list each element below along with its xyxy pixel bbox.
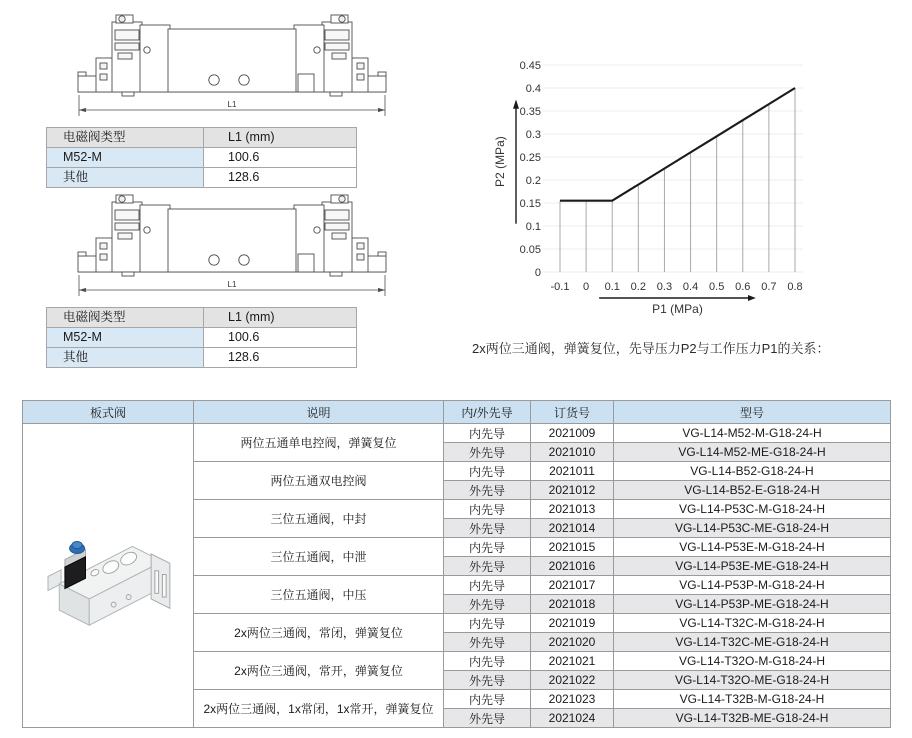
order-number-cell: 2021012 [531,481,614,500]
model-number-cell: VG-L14-P53C-M-G18-24-H [614,500,891,519]
pilot-type-cell: 外先导 [444,633,531,652]
pilot-type-cell: 外先导 [444,709,531,728]
l1-value-cell: 100.6 [204,328,357,348]
pilot-type-cell: 内先导 [444,614,531,633]
order-table-row [23,424,891,443]
ordering-table-head [23,401,891,424]
y-axis-label: P2 (MPa) [493,136,507,187]
dim-table-header: L1 (mm) [204,128,357,148]
model-number-cell: VG-L14-P53E-ME-G18-24-H [614,557,891,576]
x-tick-label: 0.4 [682,281,699,293]
pilot-type-cell: 内先导 [444,576,531,595]
model-number-cell: VG-L14-P53E-M-G18-24-H [614,538,891,557]
model-number-cell: VG-L14-P53P-M-G18-24-H [614,576,891,595]
valve-description-cell: 三位五通阀，中压 [194,576,444,614]
ordering-table-body [23,424,891,728]
valve-dimension-drawing-top [76,10,388,122]
x-tick-label: 0.3 [656,281,673,293]
dim-table-row [47,348,357,368]
order-number-cell: 2021010 [531,443,614,462]
valve-description-cell: 三位五通阀，中泄 [194,538,444,576]
order-table-header: 订货号 [531,401,614,424]
valve-type-cell: M52-M [47,328,204,348]
valve-type-cell: M52-M [47,148,204,168]
x-tick-label: 0.1 [604,281,620,293]
plate-valve-photo [33,513,183,638]
pilot-type-cell: 外先导 [444,595,531,614]
model-number-cell: VG-L14-T32C-ME-G18-24-H [614,633,891,652]
x-tick-label: 0.7 [761,281,777,293]
y-tick-label: 0.45 [519,60,541,72]
x-tick-label: 0 [583,281,590,293]
dim-table-row [47,328,357,348]
valve-description-cell: 两位五通双电控阀 [194,462,444,500]
model-number-cell: VG-L14-B52-E-G18-24-H [614,481,891,500]
dimension-table-bottom [46,307,357,368]
order-table-header: 说明 [194,401,444,424]
order-number-cell: 2021023 [531,690,614,709]
x-axis-arrowhead [748,295,756,301]
order-table-header: 内/外先导 [444,401,531,424]
pilot-type-cell: 内先导 [444,462,531,481]
valve-description-cell: 两位五通单电控阀，弹簧复位 [194,424,444,462]
order-number-cell: 2021024 [531,709,614,728]
pilot-type-cell: 内先导 [444,652,531,671]
ordering-table [22,400,891,728]
y-tick-label: 0.4 [525,83,541,95]
pilot-type-cell: 内先导 [444,690,531,709]
valve-photo-cell [23,424,194,728]
order-number-cell: 2021011 [531,462,614,481]
chart-caption: 2x两位三通阀，弹簧复位，先导压力P2与工作压力P1的关系： [472,341,830,356]
order-number-cell: 2021017 [531,576,614,595]
y-tick-label: 0.25 [519,152,541,164]
x-tick-label: 0.8 [787,281,803,293]
order-number-cell: 2021021 [531,652,614,671]
model-number-cell: VG-L14-P53C-ME-G18-24-H [614,519,891,538]
valve-description-cell: 2x两位三通阀，常闭，弹簧复位 [194,614,444,652]
valve-type-cell: 其他 [47,348,204,368]
y-tick-label: 0.3 [525,129,541,141]
order-table-header: 型号 [614,401,891,424]
l1-value-cell: 128.6 [204,168,357,188]
model-number-cell: VG-L14-M52-ME-G18-24-H [614,443,891,462]
order-number-cell: 2021009 [531,424,614,443]
order-number-cell: 2021020 [531,633,614,652]
model-number-cell: VG-L14-B52-G18-24-H [614,462,891,481]
l1-value-cell: 100.6 [204,148,357,168]
y-tick-label: 0.1 [525,221,541,233]
x-tick-label: 0.6 [735,281,751,293]
pilot-type-cell: 外先导 [444,481,531,500]
valve-description-cell: 三位五通阀，中封 [194,500,444,538]
dim-table-header: 电磁阀类型 [47,308,204,328]
pilot-type-cell: 内先导 [444,500,531,519]
p2-curve [560,88,795,201]
valve-description-cell: 2x两位三通阀，常开，弹簧复位 [194,652,444,690]
y-tick-label: 0.2 [525,175,541,187]
dim-table-row [47,148,357,168]
dim-table-header: L1 (mm) [204,308,357,328]
pilot-type-cell: 外先导 [444,443,531,462]
l1-value-cell: 128.6 [204,348,357,368]
model-number-cell: VG-L14-T32B-ME-G18-24-H [614,709,891,728]
order-number-cell: 2021014 [531,519,614,538]
y-tick-label: 0.05 [519,244,541,256]
model-number-cell: VG-L14-P53P-ME-G18-24-H [614,595,891,614]
y-tick-label: 0 [534,267,541,279]
dimension-table-top [46,127,357,188]
valve-type-cell: 其他 [47,168,204,188]
order-number-cell: 2021022 [531,671,614,690]
x-tick-label: -0.1 [550,281,570,293]
y-axis-arrowhead [513,100,519,109]
pilot-type-cell: 外先导 [444,557,531,576]
y-tick-label: 0.35 [519,106,541,118]
x-tick-label: 0.2 [630,281,646,293]
pilot-type-cell: 内先导 [444,538,531,557]
valve-dimension-drawing-bottom [76,190,388,302]
pilot-type-cell: 内先导 [444,424,531,443]
x-axis-label: P1 (MPa) [652,302,703,316]
order-number-cell: 2021013 [531,500,614,519]
valve-description-cell: 2x两位三通阀，1x常闭，1x常开，弹簧复位 [194,690,444,728]
model-number-cell: VG-L14-M52-M-G18-24-H [614,424,891,443]
pilot-type-cell: 外先导 [444,519,531,538]
dim-table-header: 电磁阀类型 [47,128,204,148]
pilot-type-cell: 外先导 [444,671,531,690]
model-number-cell: VG-L14-T32B-M-G18-24-H [614,690,891,709]
order-number-cell: 2021016 [531,557,614,576]
order-table-header: 板式阀 [23,401,194,424]
model-number-cell: VG-L14-T32O-ME-G18-24-H [614,671,891,690]
dim-table-row [47,168,357,188]
y-tick-label: 0.15 [519,198,541,210]
order-number-cell: 2021015 [531,538,614,557]
model-number-cell: VG-L14-T32C-M-G18-24-H [614,614,891,633]
model-number-cell: VG-L14-T32O-M-G18-24-H [614,652,891,671]
x-tick-label: 0.5 [709,281,725,293]
p1-p2-pressure-chart [462,50,892,318]
order-number-cell: 2021019 [531,614,614,633]
order-number-cell: 2021018 [531,595,614,614]
